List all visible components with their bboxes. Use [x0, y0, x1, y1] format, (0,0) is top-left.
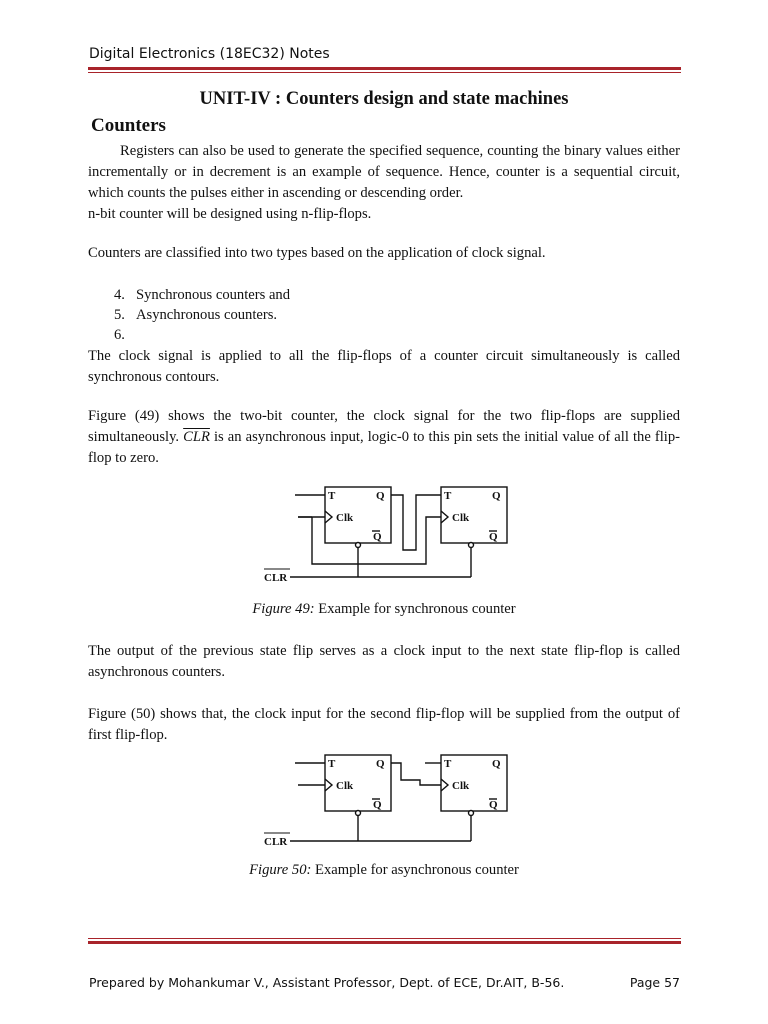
list-item: 6.: [114, 327, 125, 343]
paragraph-intro: Registers can also be used to generate the specified sequence, counting the binary values either incrementally or in decrement is an example of sequence. Hence, counter is a sequential circuit, which counts the pulses either in ascending or descending order.: [88, 143, 680, 201]
fig50-ff1-qbar-label: Q: [373, 799, 382, 811]
paragraph-nbit: n-bit counter will be designed using n-flip-flops.: [88, 206, 372, 222]
footer-rule: [88, 941, 681, 944]
figure-49-caption: Figure 49: Example for synchronous counter: [252, 601, 516, 617]
figure-49-synchronous-counter: [260, 480, 520, 590]
unit-title: UNIT-IV : Counters design and state machines: [199, 89, 569, 109]
header-rule: [88, 67, 681, 70]
footer-page-number: Page 57: [629, 975, 680, 990]
fig49-ff2-qbar-label: Q: [489, 531, 498, 543]
fig49-ff2-q-label: Q: [492, 490, 501, 502]
fig50-ff2-clk-label: Clk: [452, 780, 470, 792]
fig50-ff2-q-label: Q: [492, 758, 501, 770]
paragraph-async-definition: The output of the previous state flip serves as a clock input to the next state flip-flop is called asynchronous counters.: [88, 643, 680, 680]
fig50-clr-label: CLR: [264, 836, 288, 848]
fig50-ff1-q-label: Q: [376, 758, 385, 770]
figure-50-asynchronous-counter: [260, 748, 520, 853]
fig49-ff1-q-label: Q: [376, 490, 385, 502]
fig49-ff1-clk-label: Clk: [336, 512, 354, 524]
list-item: 4. Synchronous counters and: [114, 287, 291, 303]
header-course-title: Digital Electronics (18EC32) Notes: [89, 46, 330, 62]
fig49-clr-label: CLR: [264, 572, 288, 584]
list-item: 5. Asynchronous counters.: [114, 307, 278, 323]
fig50-ff2-t-label: T: [444, 758, 452, 770]
fig49-ff1-t-label: T: [328, 490, 336, 502]
counter-types-list: [114, 285, 290, 345]
fig49-ff1-qbar-label: Q: [373, 531, 382, 543]
paragraph-classified: Counters are classified into two types based on the application of clock signal.: [88, 245, 546, 261]
paragraph-figure49-description: Figure (49) shows the two-bit counter, the clock signal for the two flip-flops are supplied simultaneously. $\overline{CLR}$ is an asynchronous input, logic-0 to this pin sets the initial value of all the flip-flop to zero.: [88, 408, 680, 466]
footer-prepared-by: Prepared by Mohankumar V., Assistant Professor, Dept. of ECE, Dr.AIT, B-56.: [89, 975, 565, 990]
figure-50-caption: Figure 50: Example for asynchronous counter: [249, 862, 519, 878]
fig50-ff1-t-label: T: [328, 758, 336, 770]
footer-rule-thin: [88, 938, 681, 939]
header-rule-thin: [88, 72, 681, 73]
fig49-ff2-t-label: T: [444, 490, 452, 502]
paragraph-sync-definition: The clock signal is applied to all the flip-flops of a counter circuit simultaneously is called synchronous contours.: [88, 348, 680, 385]
clr-symbol: $\overline{CLR}$: [183, 429, 210, 445]
section-title: Counters: [91, 115, 166, 136]
paragraph-figure50-description: Figure (50) shows that, the clock input for the second flip-flop will be supplied from the output of first flip-flop.: [88, 706, 680, 743]
fig49-ff2-clk-label: Clk: [452, 512, 470, 524]
fig50-ff2-qbar-label: Q: [489, 799, 498, 811]
fig50-ff1-clk-label: Clk: [336, 780, 354, 792]
